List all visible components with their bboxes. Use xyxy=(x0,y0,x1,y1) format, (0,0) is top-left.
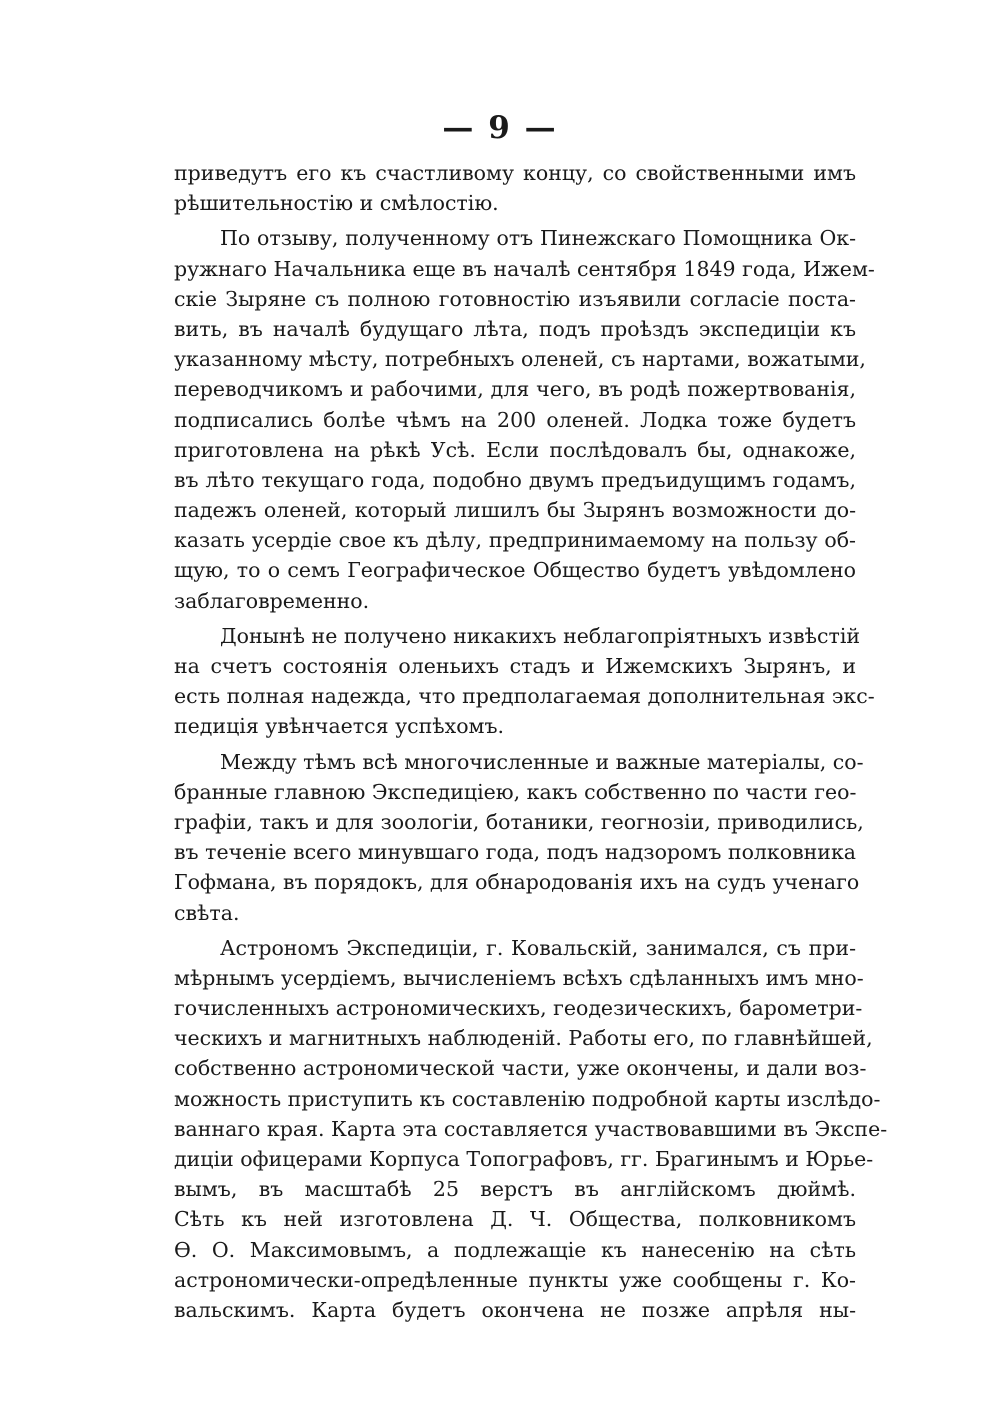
text-line: вымъ, въ масштабѣ 25 верстъ въ англійскомъ дюймѣ. xyxy=(174,1177,856,1202)
text-line: мѣрнымъ усердіемъ, вычисленіемъ всѣхъ сдѣланныхъ имъ мно- xyxy=(174,965,864,990)
text-line: диціи офицерами Корпуса Топографовъ, гг. Брагинымъ и Юрье- xyxy=(174,1147,874,1171)
text-line: Ѳ. О. Максимовымъ, а подлежащіе къ нанесенію на сѣть xyxy=(174,1237,856,1262)
text-line: щую, то о семъ Географическое Общество будетъ увѣдомлено xyxy=(174,558,856,583)
text-line: графіи, такъ и для зоологіи, ботаники, геогнозіи, приводились, xyxy=(174,809,864,834)
text-line: педиція увѣнчается успѣхомъ. xyxy=(174,714,505,739)
text-line: казать усердіе свое къ дѣлу, предпринимаемому на пользу об- xyxy=(174,528,856,553)
paragraph-3 xyxy=(174,621,875,742)
text-line: рѣшительностію и смѣлостію. xyxy=(174,191,499,216)
text-line: Сѣть къ ней изготовлена Д. Ч. Общества, полковникомъ xyxy=(174,1207,856,1232)
text-line: вить, въ началѣ будущаго лѣта, подъ проѣздъ экспедиціи къ xyxy=(174,316,856,341)
text-line: Астрономъ Экспедиціи, г. Ковальскій, занимался, съ при- xyxy=(220,935,856,960)
text-line: собственно астрономической части, уже окончены, и дали воз- xyxy=(174,1056,867,1081)
text-line: гочисленныхъ астрономическихъ, геодезическихъ, барометри- xyxy=(174,996,863,1021)
paragraph-5 xyxy=(174,933,888,1325)
text-line: ческихъ и магнитныхъ наблюденій. Работы его, по главнѣйшей, xyxy=(174,1026,873,1051)
text-line: падежъ оленей, который лишилъ бы Зырянъ возможности до- xyxy=(174,498,856,523)
paragraph-4 xyxy=(174,747,864,928)
text-line: бранные главною Экспедиціею, какъ собственно по части гео- xyxy=(174,779,857,804)
text-line: указанному мѣсту, потребныхъ оленей, съ нартами, вожатыми, xyxy=(174,347,866,372)
text-line: приготовлена на рѣкѣ Усѣ. Если послѣдовалъ бы, однакоже, xyxy=(174,437,856,462)
text-line: вальскимъ. Карта будетъ окончена не позже апрѣля ны- xyxy=(174,1297,856,1322)
text-line: ружнаго Начальника еще въ началѣ сентября 1849 года, Ижем- xyxy=(174,256,875,281)
text-line: переводчикомъ и рабочими, для чего, въ родѣ пожертвованія, xyxy=(174,377,856,402)
text-line: Между тѣмъ всѣ многочисленные и важные матеріалы, со- xyxy=(220,749,864,774)
text-line: подписались болѣе чѣмъ на 200 оленей. Лодка тоже будетъ xyxy=(174,407,856,432)
text-line: ваннаго края. Карта эта составляется участвовавшими въ Экспе- xyxy=(174,1116,888,1141)
text-line: въ теченіе всего минувшаго года, подъ надзоромъ полковника xyxy=(174,840,856,865)
text-line: есть полная надежда, что предполагаемая дополнительная экс- xyxy=(174,684,875,709)
text-line: приведутъ его къ счастливому концу, со свойственными имъ xyxy=(174,161,856,185)
page-number: — 9 — xyxy=(442,110,558,146)
text-line: астрономически-опредѣленные пункты уже сообщены г. Ко- xyxy=(174,1267,856,1292)
text-line: Донынѣ не получено никакихъ неблагопріятныхъ извѣстій xyxy=(220,623,861,648)
text-line: на счетъ состоянія оленьихъ стадъ и Ижемскихъ Зырянъ, и xyxy=(174,654,856,678)
paragraph-1 xyxy=(174,158,856,218)
text-line: можность приступить къ составленію подробной карты изслѣдо- xyxy=(174,1086,881,1111)
text-line: въ лѣто текущаго года, подобно двумъ предъидущимъ годамъ, xyxy=(174,467,856,492)
text-line: свѣта. xyxy=(174,900,240,925)
paragraph-2 xyxy=(174,223,875,615)
text-line: По отзыву, полученному отъ Пинежскаго Помощника Ок- xyxy=(220,226,856,251)
text-line: заблаговременно. xyxy=(174,588,370,613)
body-text xyxy=(174,158,888,1325)
text-line: Гофмана, въ порядокъ, для обнародованія ихъ на судъ ученаго xyxy=(174,870,860,895)
text-line: скіе Зыряне съ полною готовностію изъявили согласіе поста- xyxy=(174,286,856,311)
